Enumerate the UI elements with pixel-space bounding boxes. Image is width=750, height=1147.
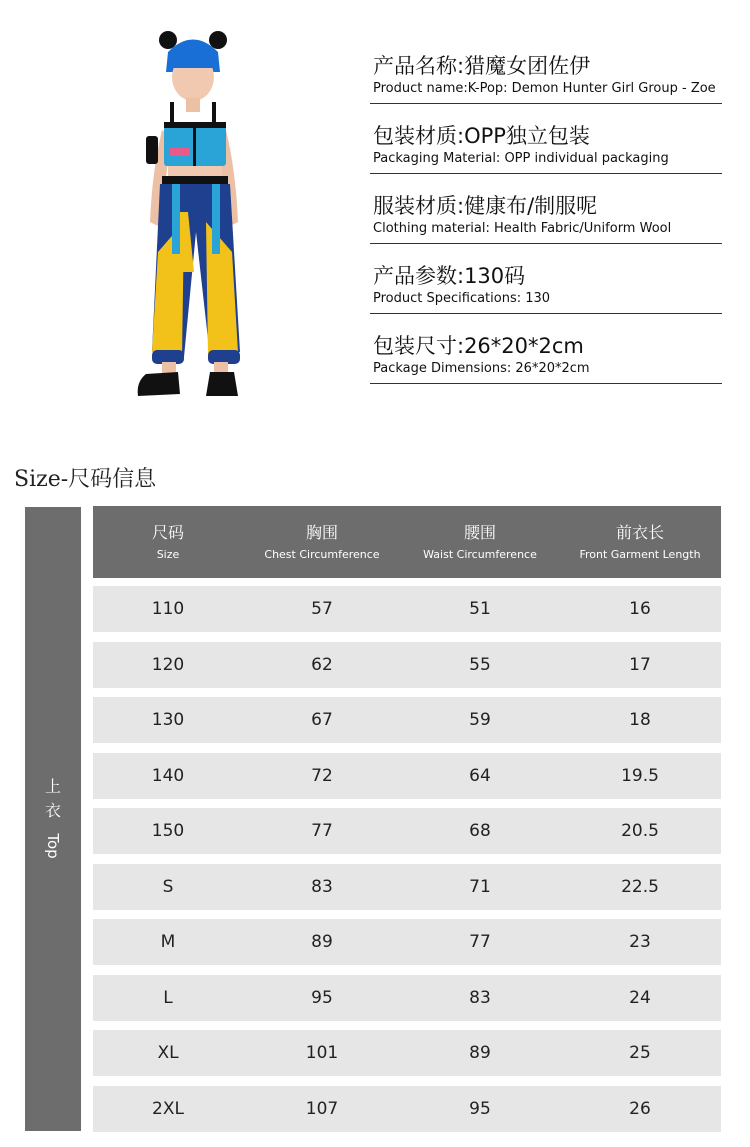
table-row bbox=[93, 586, 721, 632]
cell-size: M bbox=[160, 932, 176, 952]
cell-chest: 57 bbox=[311, 599, 333, 619]
cell-chest: 77 bbox=[311, 821, 333, 841]
table-row bbox=[93, 808, 721, 854]
category-cn-char: 衣 bbox=[44, 801, 61, 820]
cell-waist: 59 bbox=[469, 710, 491, 730]
table-row bbox=[93, 642, 721, 688]
cell-waist: 68 bbox=[469, 821, 491, 841]
table-body bbox=[93, 586, 721, 1132]
cell-chest: 95 bbox=[311, 987, 333, 1008]
cell-size: 120 bbox=[151, 654, 185, 675]
cell-size: XL bbox=[157, 1043, 179, 1063]
cell-front-length: 17 bbox=[629, 654, 651, 675]
table-row bbox=[93, 1086, 721, 1132]
cell-front-length: 23 bbox=[629, 932, 651, 952]
info-cn-text: 产品名称:猎魔女团佐伊 bbox=[373, 54, 591, 78]
cell-waist: 55 bbox=[469, 654, 491, 675]
info-cn-text: 包装尺寸:26*20*2cm bbox=[373, 334, 584, 358]
info-packaging-material bbox=[370, 122, 722, 174]
info-cn-text: 包装材质:OPP独立包装 bbox=[373, 124, 590, 148]
header-cn: 腰围 bbox=[463, 523, 496, 542]
cell-waist: 89 bbox=[469, 1043, 491, 1063]
info-cn-text: 产品参数:130码 bbox=[373, 264, 526, 288]
header-en: Waist Circumference bbox=[423, 548, 537, 561]
info-en-text: Package Dimensions: 26*20*2cm bbox=[373, 361, 590, 376]
info-package-dimensions bbox=[370, 332, 722, 384]
product-info-list bbox=[370, 52, 722, 402]
info-cn-text: 服装材质:健康布/制服呢 bbox=[373, 194, 598, 218]
header-en: Front Garment Length bbox=[579, 548, 701, 561]
cell-chest: 107 bbox=[305, 1098, 339, 1119]
cell-size: 2XL bbox=[152, 1098, 184, 1119]
table-row bbox=[93, 864, 721, 910]
header-chest bbox=[243, 521, 401, 563]
cell-chest: 67 bbox=[311, 710, 333, 730]
category-cn-char: 上 bbox=[44, 777, 61, 796]
cell-waist: 51 bbox=[469, 599, 491, 619]
info-en-text: Clothing material: Health Fabric/Uniform Wool bbox=[373, 221, 672, 236]
table-header bbox=[93, 506, 721, 578]
table-row bbox=[93, 697, 721, 743]
info-product-specifications bbox=[370, 262, 722, 314]
cell-chest: 72 bbox=[311, 765, 333, 786]
cell-front-length: 25 bbox=[629, 1043, 651, 1063]
cell-waist: 95 bbox=[469, 1098, 491, 1119]
cell-chest: 62 bbox=[311, 654, 333, 675]
cell-waist: 83 bbox=[469, 987, 491, 1008]
category-en-word: Top bbox=[44, 833, 62, 859]
table-row bbox=[93, 753, 721, 799]
category-label bbox=[36, 775, 70, 863]
cell-size: L bbox=[163, 987, 173, 1008]
cell-front-length: 18 bbox=[629, 710, 651, 730]
header-cn: 前衣长 bbox=[615, 523, 664, 542]
category-side-bar bbox=[25, 507, 81, 1131]
cell-front-length: 19.5 bbox=[621, 765, 659, 786]
cell-front-length: 16 bbox=[629, 599, 651, 619]
table-row bbox=[93, 919, 721, 965]
cell-waist: 77 bbox=[469, 932, 491, 952]
cell-waist: 64 bbox=[469, 765, 491, 786]
size-heading: Size-尺码信息 bbox=[14, 467, 157, 492]
table-row bbox=[93, 975, 721, 1021]
cell-size: 150 bbox=[151, 821, 185, 841]
cell-front-length: 24 bbox=[629, 987, 651, 1008]
cell-size: 140 bbox=[151, 765, 185, 786]
cell-size: S bbox=[162, 876, 174, 897]
header-en: Size bbox=[156, 548, 180, 561]
table-row bbox=[93, 1030, 721, 1076]
cell-size: 130 bbox=[151, 710, 185, 730]
info-en-text: Packaging Material: OPP individual packaging bbox=[373, 151, 669, 166]
header-en: Chest Circumference bbox=[264, 548, 380, 561]
header-front-length bbox=[559, 521, 721, 563]
cell-chest: 83 bbox=[311, 876, 333, 897]
info-product-name bbox=[370, 52, 722, 104]
header-cn: 尺码 bbox=[151, 523, 184, 542]
header-cn: 胸围 bbox=[305, 523, 338, 542]
product-photo bbox=[90, 22, 250, 412]
cell-chest: 101 bbox=[305, 1043, 339, 1063]
cell-front-length: 26 bbox=[629, 1098, 651, 1119]
cell-front-length: 20.5 bbox=[621, 821, 659, 841]
cell-front-length: 22.5 bbox=[621, 876, 659, 897]
cell-waist: 71 bbox=[469, 876, 491, 897]
info-clothing-material bbox=[370, 192, 722, 244]
cell-size: 110 bbox=[151, 599, 185, 619]
size-table bbox=[93, 506, 721, 1141]
cell-chest: 89 bbox=[311, 932, 333, 952]
header-size bbox=[93, 521, 243, 563]
info-en-text: Product name:K-Pop: Demon Hunter Girl Group - Zoe bbox=[373, 81, 716, 96]
info-en-text: Product Specifications: 130 bbox=[373, 291, 551, 306]
header-waist bbox=[401, 521, 559, 563]
